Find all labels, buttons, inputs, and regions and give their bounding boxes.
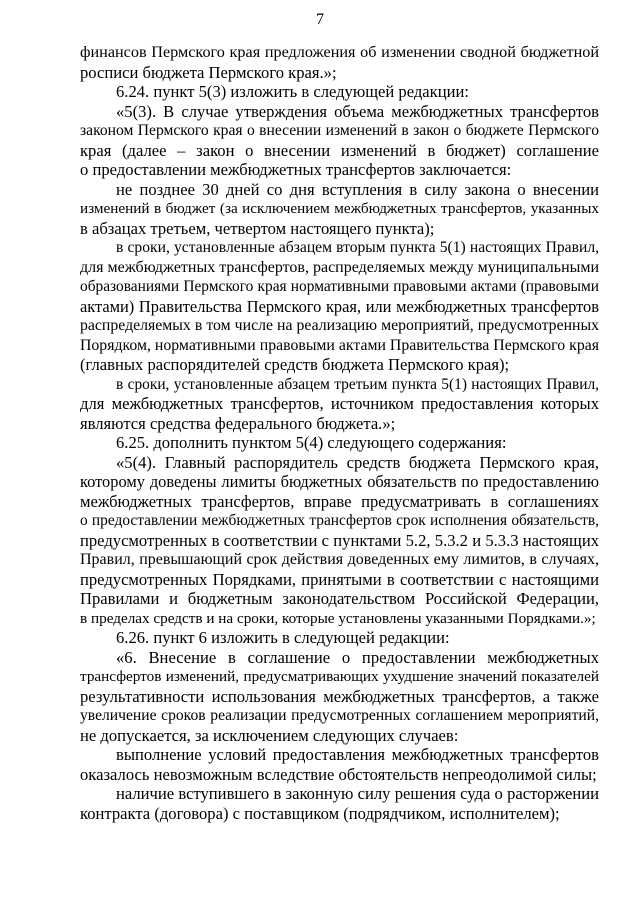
text-line: (главных распорядителей средств бюджета Пермского края); bbox=[80, 355, 510, 374]
text-line: распределяемых в том числе на реализацию мероприятий, предусмотренных bbox=[80, 317, 599, 334]
text-line: увеличение сроков реализации предусмотренных соглашением мероприятий, bbox=[80, 707, 599, 724]
text-line: предусмотренных Порядками, принятыми в соответствии с настоящими bbox=[80, 569, 599, 589]
paragraph bbox=[80, 82, 599, 102]
paragraph bbox=[80, 238, 599, 375]
text-line: результативности использования межбюджетных трансфертов, а также bbox=[80, 686, 599, 706]
text-line: выполнение условий предоставления межбюджетных трансфертов bbox=[116, 745, 599, 764]
paragraph bbox=[80, 43, 599, 82]
text-line: в сроки, установленные абзацем вторым пункта 5(1) настоящих Правил, bbox=[116, 239, 599, 256]
text-line: контракта (договора) с поставщиком (подрядчиком, исполнителем); bbox=[80, 803, 560, 823]
paragraph bbox=[80, 628, 599, 648]
text-line: не допускается, за исключением следующих случаев: bbox=[80, 725, 459, 745]
text-line: финансов Пермского края предложения об изменении сводной бюджетной bbox=[80, 43, 599, 61]
page-number: 7 bbox=[316, 11, 324, 28]
text-line: росписи бюджета Пермского края.»; bbox=[80, 62, 337, 82]
text-line: изменений в бюджет (за исключением межбюджетных трансфертов, указанных bbox=[80, 200, 599, 217]
text-line: Порядком, нормативными правовыми актами Правительства Пермского края bbox=[80, 336, 599, 354]
text-line: о предоставлении межбюджетных трансфертов заключается: bbox=[80, 160, 512, 179]
paragraph bbox=[80, 745, 599, 784]
text-line: 6.26. пункт 6 изложить в следующей редакции: bbox=[116, 628, 450, 647]
paragraph bbox=[80, 648, 599, 746]
paragraph bbox=[80, 102, 599, 180]
paragraph bbox=[80, 433, 599, 453]
text-line: оказалось невозможным вследствие обстоятельств непреодолимой силы; bbox=[80, 764, 597, 784]
text-line: о предоставлении межбюджетных трансфертов срок исполнения обязательств, bbox=[80, 512, 599, 529]
text-line: являются средства федерального бюджета.»; bbox=[80, 413, 396, 433]
text-line: предусмотренных в соответствии с пунктами 5.2, 5.3.2 и 5.3.3 настоящих bbox=[80, 530, 599, 550]
text-line: в сроки, установленные абзацем третьим пункта 5(1) настоящих Правил, bbox=[116, 375, 599, 393]
paragraph bbox=[80, 180, 599, 239]
text-line: трансфертов изменений, предусматривающих ухудшение значений показателей bbox=[80, 668, 599, 685]
text-line: «5(3). В случае утверждения объема межбюджетных трансфертов bbox=[116, 101, 599, 121]
text-line: Правилами и бюджетным законодательством Российской Федерации, bbox=[80, 589, 599, 608]
text-line: для межбюджетных трансфертов, распределяемых между муниципальными bbox=[80, 258, 600, 276]
text-line: для межбюджетных трансфертов, источником предоставления которых bbox=[80, 394, 599, 413]
paragraph bbox=[80, 453, 599, 629]
text-line: Правил, превышающий срок действия доведенных ему лимитов, в случаях, bbox=[80, 551, 599, 568]
text-line: «5(4). Главный распорядитель средств бюджета Пермского края, bbox=[116, 452, 599, 472]
text-line: 6.24. пункт 5(3) изложить в следующей редакции: bbox=[116, 82, 469, 101]
text-line: которому доведены лимиты бюджетных обязательств по предоставлению bbox=[80, 472, 599, 491]
text-line: в абзацах третьем, четвертом настоящего пункта); bbox=[80, 218, 435, 238]
text-line: актами) Правительства Пермского края, или межбюджетных трансфертов bbox=[80, 296, 599, 316]
text-line: наличие вступившего в законную силу решения суда о расторжении bbox=[116, 784, 599, 803]
document-body bbox=[80, 43, 599, 823]
paragraph bbox=[80, 375, 599, 434]
text-line: образованиями Пермского края нормативными правовыми актами (правовыми bbox=[80, 278, 599, 295]
text-line: законом Пермского края о внесении изменений в закон о бюджете Пермского bbox=[80, 122, 599, 139]
text-line: в пределах средств и на сроки, которые установлены указанными Порядками.»; bbox=[80, 609, 596, 627]
text-line: края (далее – закон о внесении изменений в бюджет) соглашение bbox=[80, 140, 599, 160]
text-line: не позднее 30 дней со дня вступления в силу закона о внесении bbox=[116, 179, 599, 199]
paragraph bbox=[80, 784, 599, 823]
text-line: 6.25. дополнить пунктом 5(4) следующего содержания: bbox=[116, 433, 507, 452]
text-line: «6. Внесение в соглашение о предоставлении межбюджетных bbox=[116, 647, 599, 667]
text-line: межбюджетных трансфертов, вправе предусматривать в соглашениях bbox=[80, 491, 599, 511]
